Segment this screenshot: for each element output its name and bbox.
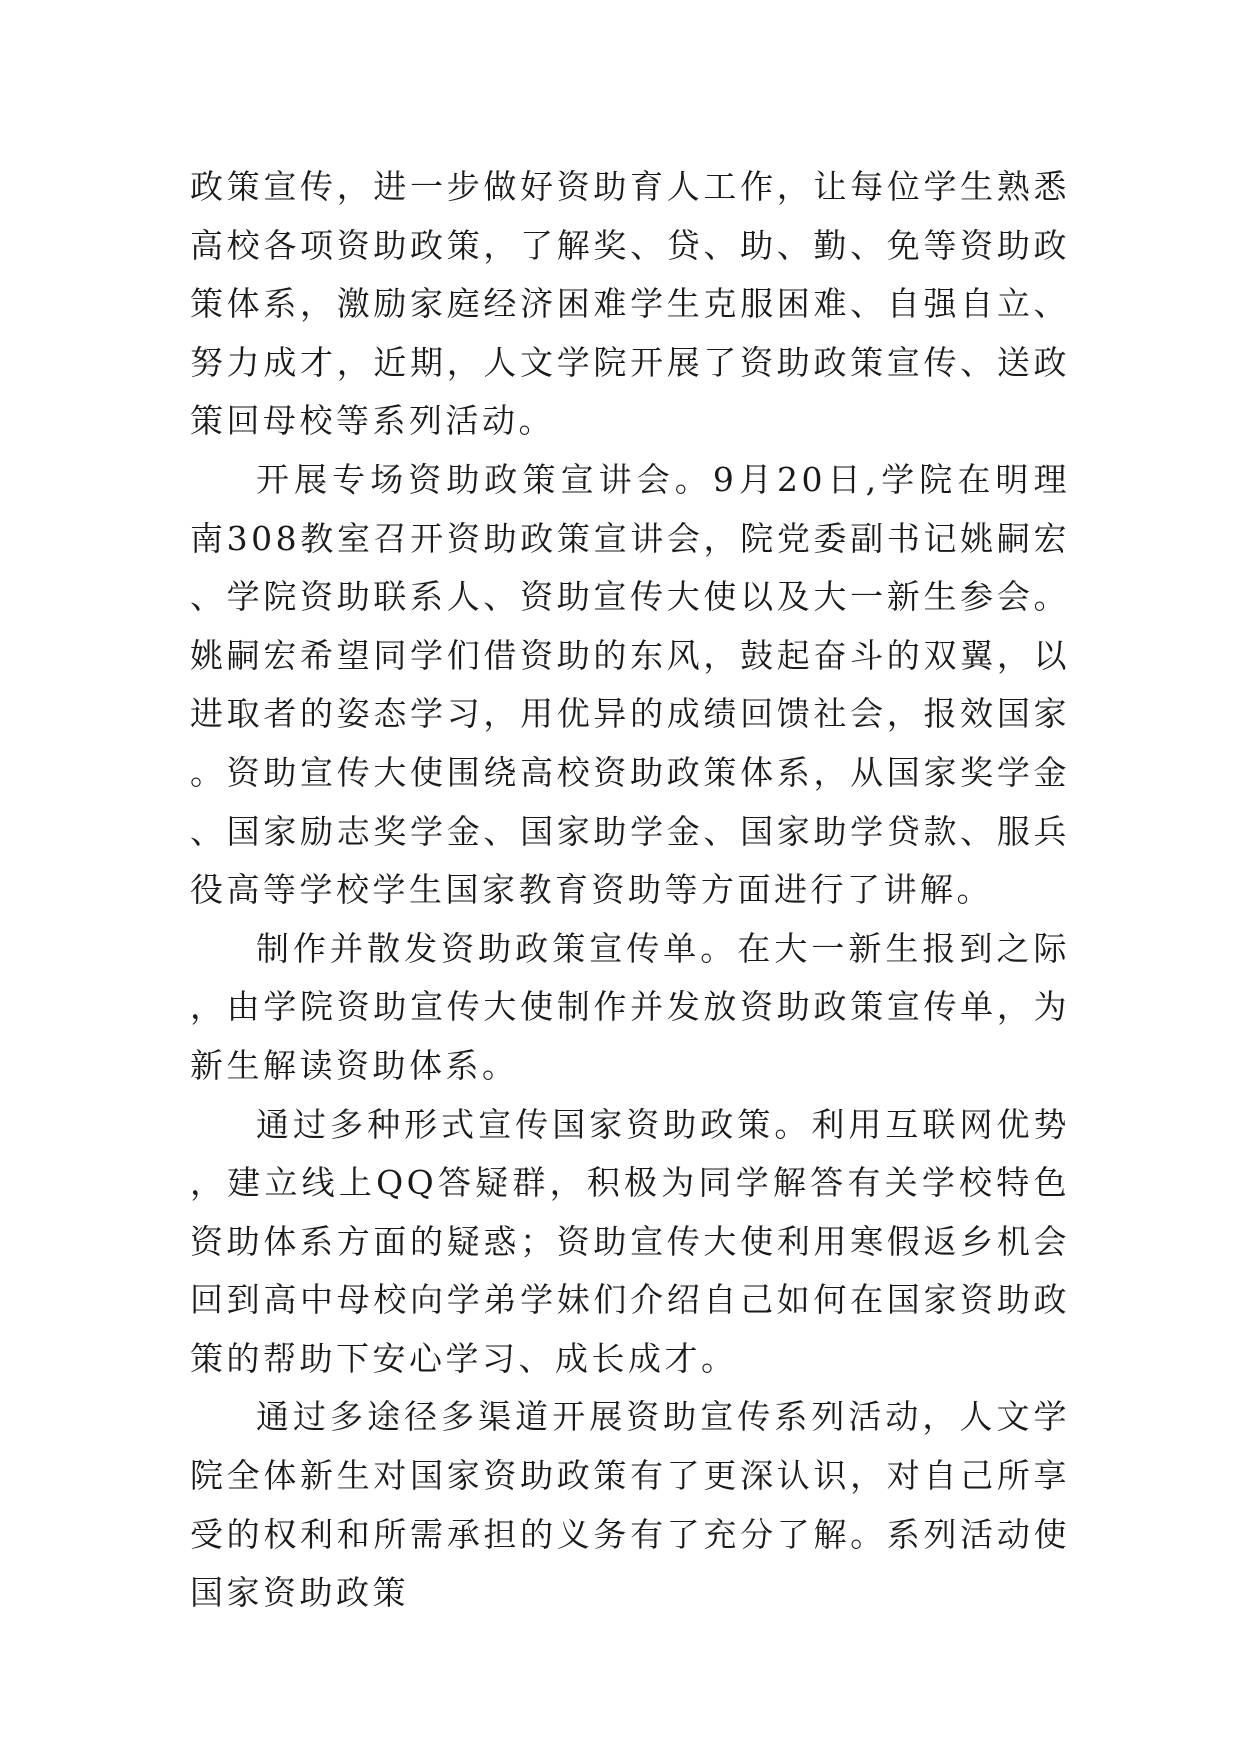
paragraph-briefing-session: 开展专场资助政策宣讲会。9月20日,学院在明理南308教室召开资助政策宣讲会，院党委副书记姚嗣宏、学院资助联系人、资助宣传大使以及大一新生参会。姚嗣宏希望同学们借资助的东风，鼓起奋斗的双翼，以进取者的姿态学习，用优异的成绩回馈社会，报效国家。资助宣传大使围绕高校资助政策体系，从国家奖学金、国家励志奖学金、国家助学金、国家助学贷款、服兵役高等学校学生国家教育资助等方面进行了讲解。 xyxy=(190,459,1070,910)
paragraph-leaflets: 制作并散发资助政策宣传单。在大一新生报到之际，由学院资助宣传大使制作并发放资助政策宣传单，为新生解读资助体系。 xyxy=(190,928,1070,1085)
paragraph-multiple-forms: 通过多种形式宣传国家资助政策。利用互联网优势，建立线上QQ答疑群，积极为同学解答有关学校特色资助体系方面的疑惑；资助宣传大使利用寒假返乡机会回到高中母校向学弟学妹们介绍自己如何在国家资助政策的帮助下安心学习、成长成才。 xyxy=(190,1104,1070,1378)
paragraph-continued: 政策宣传，进一步做好资助育人工作，让每位学生熟悉高校各项资助政策，了解奖、贷、助、勤、免等资助政策体系，激励家庭经济困难学生克服困难、自强自立、努力成才，近期，人文学院开展了资助政策宣传、送政策回母校等系列活动。 xyxy=(190,167,1070,441)
paragraph-conclusion: 通过多途径多渠道开展资助宣传系列活动，人文学院全体新生对国家资助政策有了更深认识，对自己所享受的权利和所需承担的义务有了充分了解。系列活动使国家资助政策 xyxy=(190,1397,1070,1613)
body-text xyxy=(190,158,1070,1623)
